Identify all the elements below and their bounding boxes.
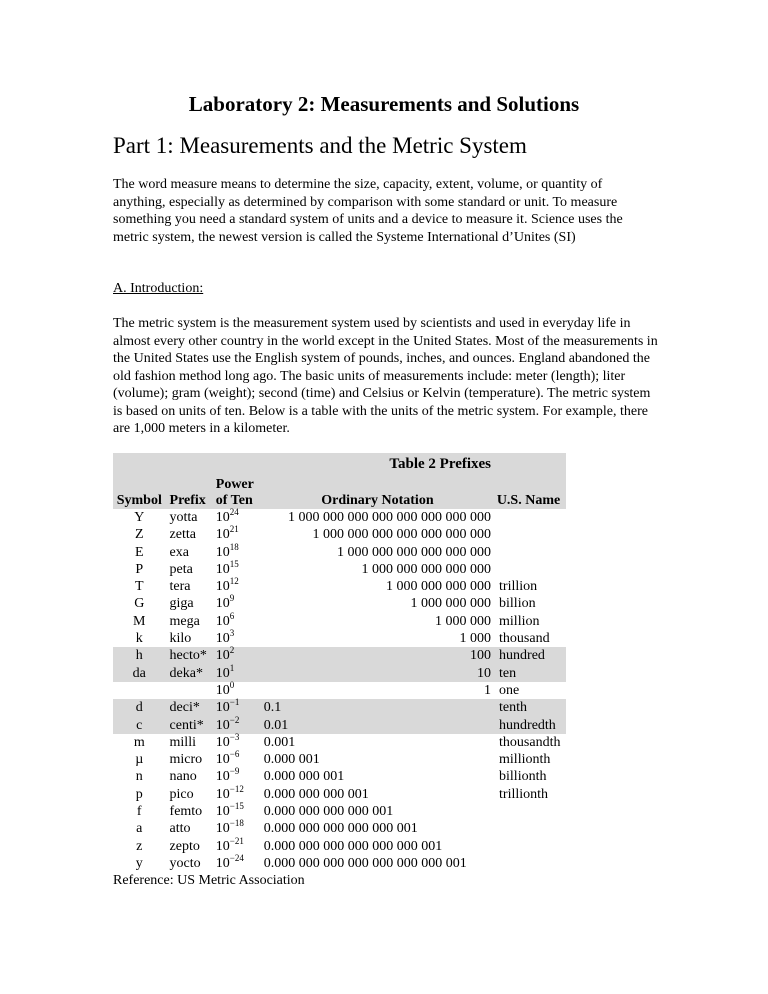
cell-power — [216, 526, 264, 543]
cell-symbol: f — [136, 804, 142, 820]
cell-prefix: milli — [169, 734, 196, 750]
table-row — [113, 613, 566, 630]
cell-us-name: thousand — [499, 631, 550, 647]
cell-power — [216, 751, 264, 768]
table-row — [113, 682, 566, 699]
cell-us-name: hundred — [491, 647, 566, 664]
cell-us-name: thousandth — [499, 734, 561, 750]
cell-symbol: z — [136, 838, 143, 854]
power-base: 10 — [215, 838, 230, 854]
table-row — [113, 509, 566, 526]
power-exponent: 9 — [229, 593, 235, 604]
power-exponent: 18 — [229, 541, 239, 552]
cell-symbol: µ — [135, 752, 144, 768]
table-row — [113, 699, 566, 716]
table-row — [113, 855, 566, 872]
cell-symbol: E — [134, 544, 144, 560]
cell-us-name: billion — [499, 596, 536, 612]
power-exponent: 15 — [229, 558, 239, 569]
cell-ordinary: 1 000 000 000 — [410, 596, 492, 612]
power-exponent: 0 — [229, 679, 235, 690]
cell-ordinary: 100 — [264, 647, 491, 664]
cell-ordinary: 10 — [264, 665, 491, 682]
cell-ordinary: 0.000 000 000 000 000 001 — [263, 821, 418, 837]
cell-prefix: exa — [169, 544, 189, 560]
cell-ordinary: 0.000 000 000 000 000 000 000 001 — [263, 855, 467, 871]
cell-power — [215, 679, 264, 699]
cell-ordinary: 1 — [484, 682, 492, 698]
cell-us-name: trillion — [499, 579, 538, 595]
cell-ordinary: 0.01 — [264, 717, 491, 734]
cell-symbol: h — [113, 647, 166, 664]
cell-prefix — [166, 682, 216, 699]
cell-ordinary: 0.000 000 000 001 — [263, 786, 369, 802]
cell-symbol: p — [135, 786, 143, 802]
power-exponent: 2 — [229, 645, 235, 656]
cell-us-name — [491, 561, 566, 578]
power-base: 10 — [215, 682, 230, 698]
cell-power — [216, 630, 264, 647]
cell-us-name: trillionth — [499, 786, 549, 802]
cell-symbol — [113, 682, 166, 699]
header-power-line1: Power — [215, 477, 254, 492]
table-caption — [113, 453, 491, 477]
cell-prefix: zepto — [169, 838, 200, 854]
cell-ordinary: 0.000 000 000 000 001 — [263, 804, 394, 820]
cell-power — [215, 714, 264, 734]
cell-symbol: k — [135, 631, 143, 647]
prefix-table-container — [113, 453, 566, 889]
power-base: 10 — [215, 804, 230, 820]
cell-symbol: c — [113, 717, 166, 734]
cell-symbol: G — [134, 596, 145, 612]
cell-power — [216, 647, 264, 664]
power-exponent: −12 — [229, 783, 244, 794]
cell-ordinary: 0.000 000 000 000 000 000 001 — [263, 838, 443, 854]
cell-ordinary: 0.1 — [264, 699, 491, 716]
cell-ordinary: 1 000 000 000 000 000 000 — [337, 544, 492, 560]
body-paragraph: The metric system is the measurement system used by scientists and used in everyday life in almost every other country in the world except in the United States. Most of the measurements in the United States use the English system of pounds, inches, and ounces. England abandoned the old fashion method long ago. The basic units of measurements include: meter (length); liter (volume); gram (weight); second (time) and Celsius or Kelvin (temperature). The metric system is based on units of ten. Below is a table with the units of the metric system. For example, there are 1,000 meters in a kilometer. — [113, 316, 658, 436]
cell-ordinary: 1 000 000 000 000 000 000 000 000 — [288, 510, 492, 525]
cell-power — [215, 731, 264, 751]
power-base: 10 — [215, 648, 230, 664]
power-base: 10 — [215, 596, 230, 612]
cell-prefix: pico — [169, 786, 194, 802]
power-base: 10 — [215, 527, 230, 543]
cell-ordinary: 0.000 001 — [263, 752, 320, 768]
section-heading: A. Introduction: — [113, 281, 204, 296]
cell-prefix: centi* — [166, 717, 216, 734]
cell-ordinary: 1 000 000 000 000 — [386, 579, 492, 595]
cell-prefix: femto — [169, 804, 203, 820]
header-power — [216, 477, 264, 509]
cell-us-name: billionth — [499, 769, 547, 785]
cell-power — [215, 662, 264, 682]
cell-us-name: million — [499, 613, 540, 629]
power-exponent: −1 — [229, 697, 240, 708]
power-exponent: −2 — [229, 714, 240, 725]
cell-us-name — [491, 803, 566, 820]
cell-prefix: yocto — [169, 855, 201, 871]
power-exponent: 6 — [229, 610, 235, 621]
power-exponent: 3 — [229, 628, 235, 639]
cell-ordinary: 1 000 000 — [435, 613, 492, 629]
cell-us-name — [491, 526, 566, 543]
table-row — [113, 595, 566, 612]
cell-symbol: T — [134, 579, 144, 595]
cell-power — [216, 699, 264, 716]
cell-power — [216, 578, 264, 595]
power-base: 10 — [215, 510, 230, 525]
cell-us-name: millionth — [499, 752, 551, 768]
table-row — [113, 665, 566, 682]
table-reference: Reference: US Metric Association — [113, 873, 305, 889]
table-row — [113, 838, 566, 855]
cell-symbol: M — [133, 613, 146, 629]
header-symbol: Symbol — [113, 477, 166, 509]
power-exponent: 24 — [229, 507, 239, 517]
cell-symbol: a — [136, 821, 143, 837]
table-row — [113, 820, 566, 837]
table-row — [113, 717, 566, 734]
power-base: 10 — [215, 631, 230, 647]
cell-prefix: nano — [169, 769, 197, 785]
cell-power — [215, 610, 264, 630]
cell-us-name: ten — [491, 665, 566, 682]
power-base: 10 — [215, 544, 230, 560]
cell-prefix: hecto* — [166, 647, 216, 664]
cell-power — [215, 541, 264, 561]
table-row — [113, 647, 566, 664]
cell-prefix: giga — [169, 596, 194, 612]
table-caption-text: Table 2 Prefixes — [389, 456, 492, 473]
power-exponent: 12 — [229, 576, 239, 587]
header-us-name: U.S. Name — [491, 477, 566, 509]
power-exponent: −3 — [229, 731, 240, 742]
cell-prefix: yotta — [169, 510, 198, 525]
cell-us-name — [491, 855, 566, 872]
cell-symbol: d — [113, 699, 166, 716]
header-power-line2: of Ten — [215, 493, 253, 508]
table-row — [113, 561, 566, 578]
table-row — [113, 544, 566, 561]
cell-prefix: zetta — [169, 527, 196, 543]
cell-us-name — [491, 509, 566, 526]
table-row — [113, 786, 566, 803]
cell-prefix: tera — [169, 579, 191, 595]
power-base: 10 — [215, 855, 230, 871]
power-base: 10 — [215, 613, 230, 629]
cell-prefix: peta — [169, 561, 193, 577]
table-row — [113, 526, 566, 543]
cell-power — [215, 558, 264, 578]
table-row — [113, 630, 566, 647]
cell-prefix: atto — [169, 821, 191, 837]
power-base: 10 — [215, 821, 230, 837]
cell-ordinary: 1 000 — [459, 631, 492, 647]
table-caption-spacer — [491, 453, 566, 477]
cell-symbol: m — [133, 734, 145, 750]
power-exponent: −21 — [229, 835, 244, 846]
power-exponent: −24 — [229, 852, 244, 863]
cell-power — [216, 509, 264, 526]
table-row — [113, 768, 566, 785]
table-row — [113, 578, 566, 595]
cell-us-name: tenth — [491, 699, 566, 716]
power-exponent: 21 — [229, 524, 239, 535]
cell-us-name — [491, 820, 566, 837]
cell-us-name — [491, 544, 566, 561]
cell-ordinary: 1 000 000 000 000 000 — [361, 561, 492, 577]
cell-symbol: y — [135, 855, 143, 871]
cell-prefix: deka* — [166, 665, 216, 682]
power-exponent: −18 — [229, 818, 244, 829]
power-base: 10 — [215, 665, 230, 681]
cell-power — [215, 852, 264, 872]
power-base: 10 — [215, 769, 230, 785]
prefix-table — [113, 453, 566, 872]
cell-ordinary: 0.000 000 001 — [263, 769, 345, 785]
table-row — [113, 734, 566, 751]
cell-power — [216, 595, 264, 612]
header-prefix: Prefix — [166, 477, 216, 509]
cell-us-name: hundredth — [491, 717, 566, 734]
part-heading: Part 1: Measurements and the Metric System — [113, 133, 527, 158]
power-exponent: −6 — [229, 749, 240, 760]
power-base: 10 — [215, 561, 230, 577]
intro-paragraph: The word measure means to determine the size, capacity, extent, volume, or quantity of anything, especially as determined by comparison with some standard or unit. To measure something you need a standard system of units and a device to measure it. Science uses the metric system, the newest version is called the Systeme International d’Unites (SI) — [113, 177, 623, 245]
document-title: Laboratory 2: Measurements and Solutions — [188, 92, 580, 116]
cell-symbol: Y — [134, 510, 145, 525]
cell-prefix: mega — [169, 613, 200, 629]
cell-us-name — [491, 838, 566, 855]
table-row — [113, 751, 566, 768]
power-base: 10 — [215, 579, 230, 595]
cell-ordinary: 1 000 000 000 000 000 000 000 — [312, 527, 492, 543]
table-body — [113, 509, 566, 872]
cell-symbol: P — [135, 561, 144, 577]
cell-symbol: Z — [134, 527, 144, 543]
power-base: 10 — [215, 786, 230, 802]
cell-ordinary: 0.001 — [263, 734, 296, 750]
power-exponent: −15 — [229, 801, 244, 812]
cell-prefix: deci* — [166, 699, 216, 716]
power-exponent: −9 — [229, 766, 240, 777]
power-base: 10 — [215, 752, 230, 768]
power-exponent: 1 — [229, 662, 235, 673]
cell-symbol: n — [135, 769, 143, 785]
header-ordinary: Ordinary Notation — [264, 477, 491, 509]
table-row — [113, 803, 566, 820]
power-base: 10 — [215, 700, 230, 716]
cell-prefix: kilo — [169, 631, 192, 647]
cell-symbol: da — [113, 665, 166, 682]
power-base: 10 — [215, 734, 230, 750]
power-base: 10 — [215, 717, 230, 733]
cell-prefix: micro — [169, 752, 203, 768]
cell-us-name: one — [499, 682, 520, 698]
